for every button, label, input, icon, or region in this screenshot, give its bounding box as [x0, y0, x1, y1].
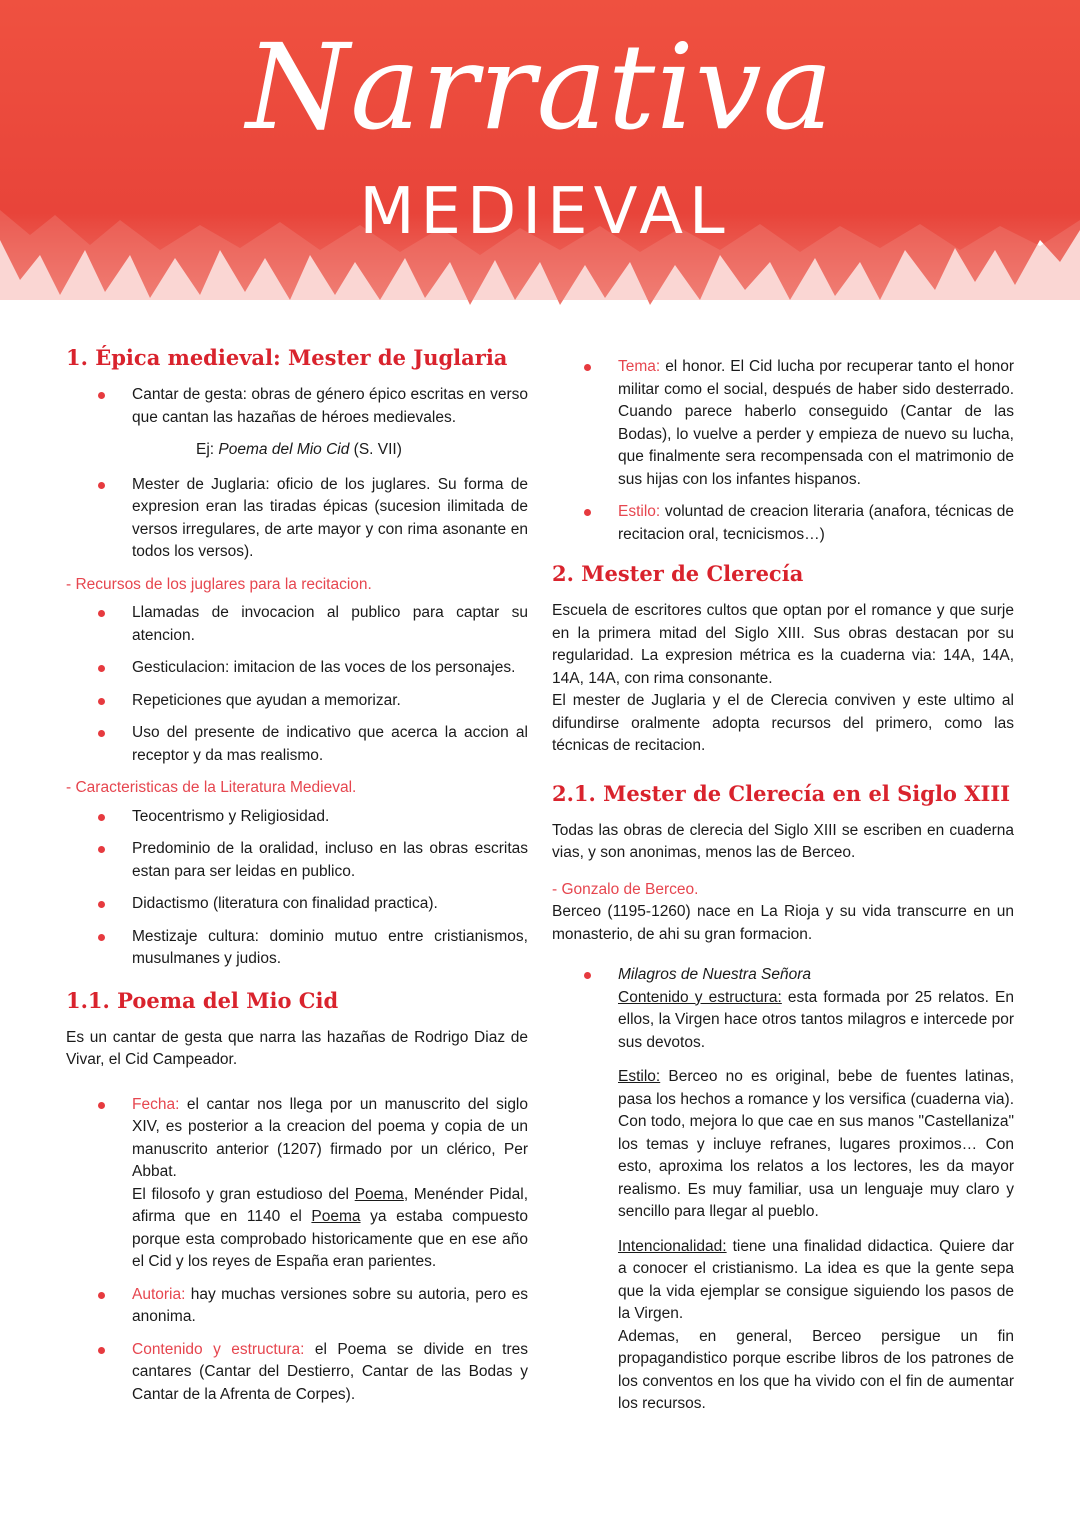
- milagros-estilo: Estilo: Berceo no es original, bebe de fuentes latinas, pasa los hechos a romance y los versifica (cuaderna via). Con todo, mejora lo que cae en sus manos "Castellaniza" los temas y incluye refranes, lugares proximos… Con esto, aproxima los relatos a los lectores, les da mayor realismo. Es muy familiar, usa un lenguaje muy claro y sencillo para llegar al pueblo.: [618, 1068, 1014, 1220]
- left-column: [66, 340, 528, 1416]
- subheading-recursos: - Recursos de los juglares para la recitacion.: [66, 575, 372, 593]
- bullet-list-tema-estilo: [552, 356, 1014, 546]
- mio-cid-intro: Es un cantar de gesta que narra las hazañas de Rodrigo Diaz de Vivar, el Cid Campeador.: [66, 1028, 528, 1068]
- clerecia-paragraph-2: El mester de Juglaria y el de Clerecia conviven y este ultimo al difundirse oralmente adopta recursos del primero, como las técnicas de recitacion.: [552, 692, 1014, 754]
- list-item-contenido: Contenido y estructura: el Poema se divide en tres cantares (Cantar del Destierro, Cantar de las Bodas y Cantar de la Afrenta de Corpes).: [132, 1339, 528, 1407]
- section-heading-clerecia: 2. Mester de Clerecía: [552, 561, 804, 586]
- section-heading-epica: 1. Épica medieval: Mester de Juglaria: [66, 345, 508, 370]
- list-item: Uso del presente de indicativo que acerca la accion al receptor y da mas realismo.: [132, 722, 528, 767]
- page-subtitle: MEDIEVAL: [359, 175, 731, 249]
- bullet-list-caracteristicas: [66, 806, 528, 971]
- list-item: Cantar de gesta: obras de género épico escritas en verso que cantan las hazañas de héroes medievales.: [132, 384, 528, 429]
- section-heading-mio-cid: 1.1. Poema del Mio Cid: [66, 987, 339, 1013]
- list-item: Didactismo (literatura con finalidad practica).: [132, 893, 528, 916]
- list-item-estilo: Estilo: voluntad de creacion literaria (anafora, técnicas de recitacion oral, tecnicismos…): [618, 501, 1014, 546]
- list-item: Mestizaje cultura: dominio mutuo entre cristianismos, musulmanes y judios.: [132, 926, 528, 971]
- bullet-list-milagros: [552, 964, 1014, 1416]
- milagros-title: Milagros de Nuestra Señora: [618, 966, 811, 983]
- list-item-tema: Tema: el honor. El Cid lucha por recuperar tanto el honor militar como el social, después de haber sido desterrado. Cuando parece haberlo conseguido (Cantar de las Bodas), lo vuelve a perder y empieza de nuevo su lucha, que finalmente sera recompensada con el matrimonio de sus hijas con los infantes hispanos.: [618, 356, 1014, 491]
- berceo-paragraph: Berceo (1195-1260) nace en La Rioja y su vida transcurre en un monasterio, de ahi su gran formacion.: [552, 903, 1014, 943]
- example-line: Ej: Poema del Mio Cid (S. VII): [196, 441, 402, 458]
- bullet-list-epica: [66, 384, 528, 429]
- header-banner: [0, 0, 1080, 320]
- list-item-milagros: [618, 964, 1014, 1416]
- bullet-list-recursos: [66, 602, 528, 767]
- bullet-list-mio-cid: [66, 1094, 528, 1407]
- clerecia-paragraph-1: Escuela de escritores cultos que optan por el romance y que surje en la primera mitad del Siglo XIII. Sus obras destacan por su regularidad. La expresion métrica es la cuaderna via: 14A, 14A, 14A, 14A, con rima consonante.: [552, 602, 1014, 687]
- bullet-list-juglaria: [66, 474, 528, 564]
- list-item-autoria: Autoria: hay muchas versiones sobre su autoria, pero es anonima.: [132, 1284, 528, 1329]
- list-item-fecha: Fecha: el cantar nos llega por un manuscrito del siglo XIV, es posterior a la creacion del poema y copia de un manuscrito anterior (1207) firmado por un clérico, Per Abbat. El filosofo y gran estudioso del Poema, Menénder Pidal, afirma que en 1140 el Poema ya estaba compuesto porque esta comprobado historicamente que en ese año el Cid y los reyes de España eran parientes.: [132, 1094, 528, 1274]
- subheading-berceo: - Gonzalo de Berceo.: [552, 880, 699, 898]
- milagros-ademas: Ademas, en general, Berceo persigue un fin propagandistico porque escribe libros de los patrones de los conventos en los que ha vivido con el fin de aumentar los recursos.: [618, 1327, 1014, 1412]
- clerecia-xiii-paragraph: Todas las obras de clerecia del Siglo XIII se escriben en cuaderna vias, y son anonimas, menos las de Berceo.: [552, 821, 1014, 861]
- list-item: Llamadas de invocacion al publico para captar su atencion.: [132, 602, 528, 647]
- list-item: Predominio de la oralidad, incluso en las obras escritas estan para ser leidas en publico.: [132, 838, 528, 883]
- list-item: Gesticulacion: imitacion de las voces de los personajes.: [132, 657, 528, 680]
- page-title: Narrativa: [246, 18, 834, 156]
- list-item: Mester de Juglaria: oficio de los juglares. Su forma de expresion eran las tiradas épicas (sucesion ilimitada de versos irregulares, de arte mayor y con rima asonante en todos los versos).: [132, 474, 528, 564]
- milagros-intencionalidad: Intencionalidad: tiene una finalidad didactica. Quiere dar a conocer el cristianismo. La idea es que la gente sepa que la vida ejemplar se consigue siguiendo los pasos de la Virgen.: [618, 1237, 1014, 1322]
- list-item: Repeticiones que ayudan a memorizar.: [132, 690, 528, 713]
- right-column: [552, 356, 1014, 1428]
- milagros-contenido: Contenido y estructura: esta formada por 25 relatos. En ellos, la Virgen hace otros tantos milagros e intercede por sus devotos.: [618, 988, 1014, 1051]
- section-heading-clerecia-xiii: 2.1. Mester de Clerecía en el Siglo XIII: [552, 780, 1011, 806]
- list-item: Teocentrismo y Religiosidad.: [132, 806, 528, 829]
- subheading-caracteristicas: - Caracteristicas de la Literatura Medieval.: [66, 779, 357, 796]
